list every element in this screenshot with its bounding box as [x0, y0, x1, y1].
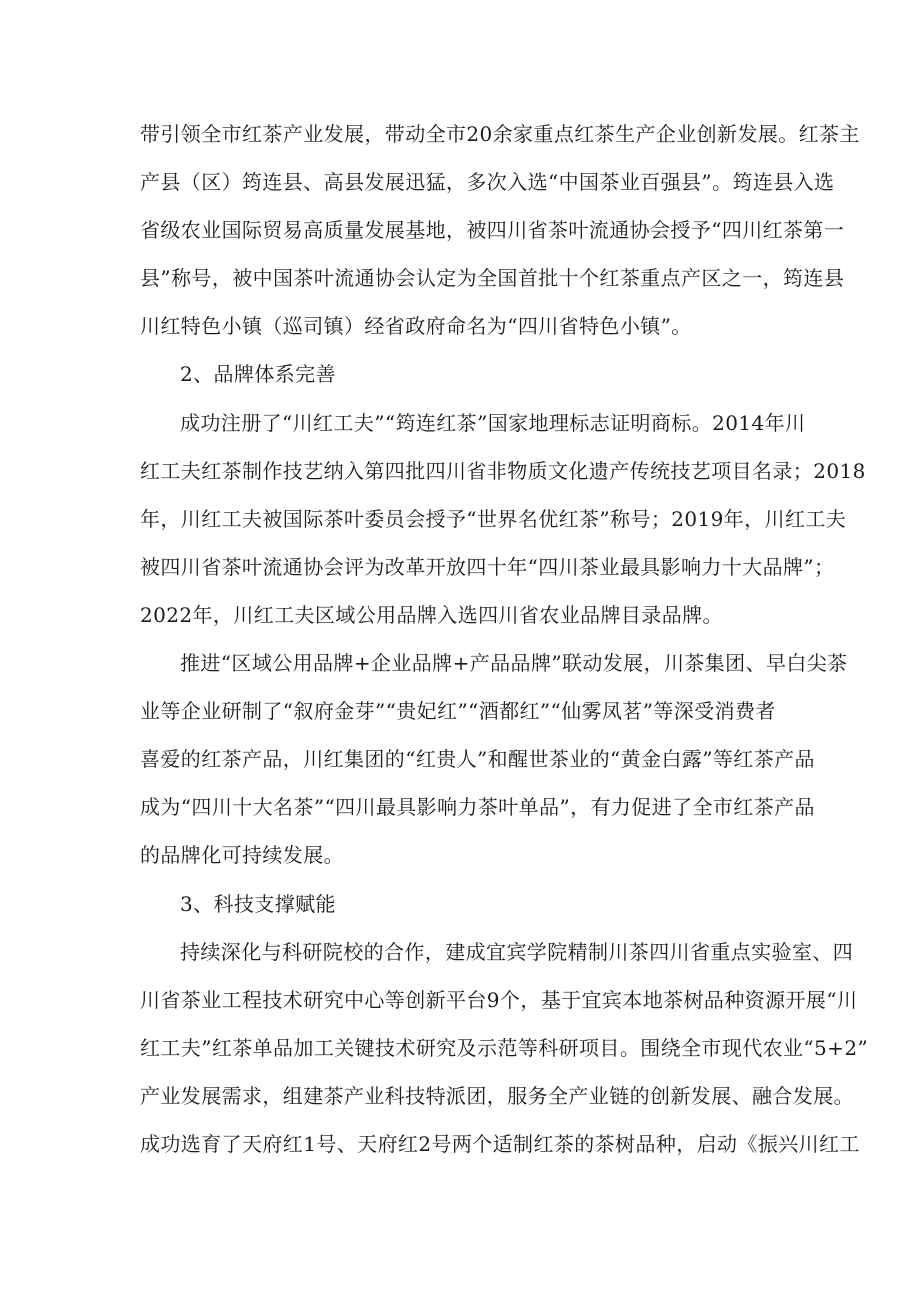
paragraph-line: 被四川省茶叶流通协会评为改革开放四十年“四川茶业最具影响力十大品牌”；	[140, 554, 835, 579]
section-heading: 3、科技支撑赋能	[180, 891, 336, 916]
section-heading: 2、品牌体系完善	[180, 362, 336, 387]
paragraph-line: 县”称号，被中国茶叶流通协会认定为全国首批十个红茶重点产区之一，筠连县	[140, 266, 845, 291]
paragraph-line: 的品牌化可持续发展。	[140, 843, 344, 868]
paragraph-line: 年，川红工夫被国际茶叶委员会授予“世界名优红茶”称号；2019年，川红工夫	[140, 506, 847, 531]
paragraph-line: 成功注册了“川红工夫”“筠连红茶”国家地理标志证明商标。2014年川	[180, 410, 806, 435]
document-body	[140, 117, 869, 1175]
paragraph-line: 川红特色小镇（巡司镇）经省政府命名为“四川省特色小镇”。	[140, 314, 692, 339]
paragraph-line: 持续深化与科研院校的合作，建成宜宾学院精制川茶四川省重点实验室、四	[180, 939, 854, 964]
paragraph-line: 成功选育了天府红1号、天府红2号两个适制红茶的茶树品种，启动《振兴川红工	[140, 1131, 860, 1156]
paragraph-line: 2022年，川红工夫区域公用品牌入选四川省农业品牌目录品牌。	[140, 602, 723, 627]
paragraph-line: 成为“四川十大名茶”“四川最具影响力茶叶单品”，有力促进了全市红茶产品	[140, 795, 815, 820]
paragraph-line: 产业发展需求，组建茶产业科技特派团，服务全产业链的创新发展、融合发展。	[140, 1083, 854, 1108]
paragraph-line: 喜爱的红茶产品，川红集团的“红贵人”和醒世茶业的“黄金白露”等红茶产品	[140, 747, 815, 772]
paragraph-line: 业等企业研制了“叙府金芽”“贵妃红”“酒都红”“仙雾凤茗”等深受消费者	[140, 699, 776, 724]
paragraph-line: 川省茶业工程技术研究中心等创新平台9个，基于宜宾本地茶树品种资源开展“川	[140, 987, 858, 1012]
paragraph-line: 省级农业国际贸易高质量发展基地，被四川省茶叶流通协会授予“四川红茶第一	[140, 218, 845, 243]
paragraph-line: 红工夫红茶制作技艺纳入第四批四川省非物质文化遗产传统技艺项目名录；2018	[140, 458, 866, 483]
paragraph-line: 带引领全市红茶产业发展，带动全市20余家重点红茶生产企业创新发展。红茶主	[140, 122, 860, 146]
paragraph-line: 产县（区）筠连县、高县发展迅猛，多次入选“中国茶业百强县”。筠连县入选	[140, 170, 835, 195]
paragraph-line: 推进“区域公用品牌+企业品牌+产品品牌”联动发展，川茶集团、早白尖茶	[180, 651, 848, 676]
paragraph-line: 红工夫”红茶单品加工关键技术研究及示范等科研项目。围绕全市现代农业“5+2”	[140, 1035, 869, 1060]
